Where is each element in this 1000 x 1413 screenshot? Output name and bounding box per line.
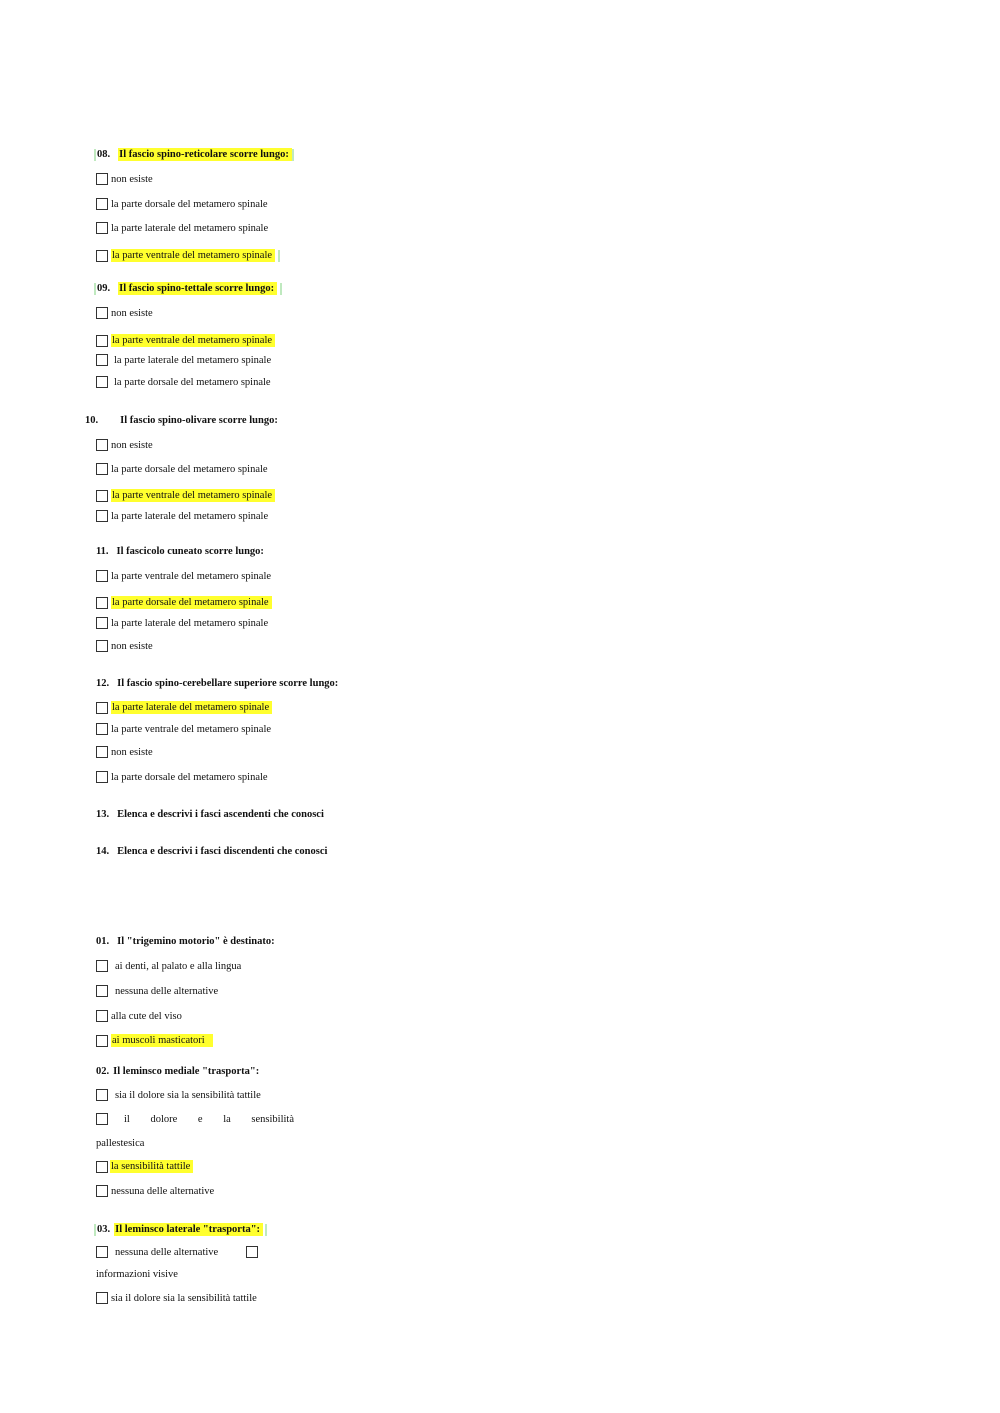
checkbox[interactable] <box>96 173 108 185</box>
option-row[interactable] <box>96 354 271 366</box>
checkbox[interactable] <box>96 510 108 522</box>
option-label-continuation: informazioni visive <box>96 1269 178 1280</box>
question-text: Elenca e descrivi i fasci ascendenti che conosci <box>117 809 324 820</box>
question-text: Il "trigemino motorio" è destinato: <box>117 936 275 947</box>
option-row[interactable] <box>96 222 268 234</box>
option-label: la parte laterale del metamero spinale <box>111 617 269 629</box>
option-row[interactable] <box>96 439 153 451</box>
option-row[interactable] <box>96 1113 294 1125</box>
checkbox[interactable] <box>96 597 108 609</box>
option-row[interactable] <box>96 771 268 783</box>
option-label: la parte laterale del metamero spinale <box>111 701 272 714</box>
option-row-correct[interactable] <box>96 701 272 714</box>
checkbox[interactable] <box>96 1010 108 1022</box>
option-label: la parte laterale del metamero spinale <box>111 510 269 522</box>
option-row[interactable] <box>96 173 153 185</box>
edit-marker <box>278 250 280 262</box>
question-text: Il leminsco laterale "trasporta": <box>114 1223 263 1236</box>
option-row[interactable] <box>96 723 271 735</box>
option-row-correct[interactable] <box>96 249 281 262</box>
checkbox[interactable] <box>96 960 108 972</box>
checkbox[interactable] <box>96 1161 108 1173</box>
option-label: non esiste <box>111 640 153 652</box>
question-12-title <box>96 678 338 689</box>
question-number: 08. <box>97 149 111 161</box>
question-number: 13. <box>96 809 110 820</box>
question-09-title <box>94 283 283 295</box>
checkbox[interactable] <box>96 1292 108 1304</box>
question-number: 10. <box>85 415 99 426</box>
option-label: la parte dorsale del metamero spinale <box>111 596 272 609</box>
checkbox[interactable] <box>246 1246 258 1258</box>
option-row-correct[interactable] <box>96 489 275 502</box>
option-label: non esiste <box>111 439 153 451</box>
option-row-correct[interactable] <box>96 334 275 347</box>
checkbox[interactable] <box>96 439 108 451</box>
option-row[interactable] <box>96 1089 261 1101</box>
edit-marker <box>94 1224 96 1236</box>
question-02-title <box>96 1066 259 1077</box>
checkbox[interactable] <box>96 570 108 582</box>
edit-marker <box>94 149 96 161</box>
checkbox[interactable] <box>96 376 108 388</box>
option-label: la parte dorsale del metamero spinale <box>111 463 268 475</box>
checkbox[interactable] <box>96 490 108 502</box>
option-label: la parte ventrale del metamero spinale <box>111 489 275 502</box>
option-label: alla cute del viso <box>111 1010 182 1022</box>
checkbox[interactable] <box>96 1089 108 1101</box>
checkbox[interactable] <box>96 1185 108 1197</box>
checkbox[interactable] <box>96 771 108 783</box>
option-row[interactable] <box>96 1185 214 1197</box>
question-number: 11. <box>96 546 109 557</box>
option-label: la parte ventrale del metamero spinale <box>111 249 275 262</box>
question-14-title <box>96 846 327 857</box>
edit-marker <box>265 1224 267 1236</box>
checkbox[interactable] <box>96 335 108 347</box>
option-label: il dolore e la sensibilità <box>124 1113 294 1125</box>
edit-marker <box>94 283 96 295</box>
question-text: Il fascio spino-olivare scorre lungo: <box>120 415 278 426</box>
option-label: la sensibilità tattile <box>110 1160 193 1173</box>
option-label: ai muscoli masticatori <box>111 1034 213 1047</box>
option-row[interactable] <box>96 1010 182 1022</box>
question-11-title <box>96 546 264 557</box>
option-row[interactable] <box>96 640 153 652</box>
option-label: nessuna delle alternative <box>111 1185 215 1197</box>
option-row-correct[interactable] <box>96 1034 213 1047</box>
question-10-title <box>85 415 278 426</box>
question-number: 12. <box>96 678 110 689</box>
question-01-title <box>96 936 275 947</box>
option-row[interactable] <box>96 510 268 522</box>
option-row-correct[interactable] <box>96 1160 193 1173</box>
question-number: 03. <box>97 1224 111 1236</box>
option-label: la parte dorsale del metamero spinale <box>114 376 271 388</box>
checkbox[interactable] <box>96 985 108 997</box>
option-label: sia il dolore sia la sensibilità tattile <box>115 1089 261 1101</box>
question-text: Il fascio spino-tettale scorre lungo: <box>118 282 277 295</box>
question-number: 14. <box>96 846 110 857</box>
checkbox[interactable] <box>96 307 108 319</box>
option-row[interactable] <box>96 960 241 972</box>
question-08-title <box>94 149 295 161</box>
option-label: ai denti, al palato e alla lingua <box>115 960 242 972</box>
option-row[interactable] <box>96 198 268 210</box>
checkbox[interactable] <box>96 640 108 652</box>
option-label: nessuna delle alternative <box>115 1246 219 1258</box>
option-row[interactable] <box>96 1292 257 1304</box>
checkbox[interactable] <box>96 702 108 714</box>
option-row[interactable] <box>96 746 153 758</box>
option-label: la parte ventrale del metamero spinale <box>111 570 272 582</box>
option-row[interactable] <box>96 463 268 475</box>
checkbox[interactable] <box>96 250 108 262</box>
question-text: Il leminsco mediale "trasporta": <box>113 1066 260 1077</box>
option-label: la parte dorsale del metamero spinale <box>111 198 268 210</box>
option-label: non esiste <box>111 307 153 319</box>
option-label: non esiste <box>111 746 153 758</box>
option-row[interactable] <box>96 307 153 319</box>
question-text: Elenca e descrivi i fasci discendenti che conosci <box>117 846 328 857</box>
option-row-correct[interactable] <box>96 596 272 609</box>
checkbox[interactable] <box>96 1246 108 1258</box>
option-row[interactable] <box>96 1246 261 1258</box>
option-label: la parte laterale del metamero spinale <box>111 222 269 234</box>
option-row[interactable] <box>96 376 271 388</box>
option-label: la parte dorsale del metamero spinale <box>111 771 268 783</box>
question-text: Il fascio spino-cerebellare superiore scorre lungo: <box>117 678 339 689</box>
checkbox[interactable] <box>96 354 108 366</box>
option-label: nessuna delle alternative <box>115 985 219 997</box>
option-label: la parte ventrale del metamero spinale <box>111 723 272 735</box>
option-row[interactable] <box>96 985 218 997</box>
checkbox[interactable] <box>96 723 108 735</box>
question-number: 01. <box>96 936 110 947</box>
question-text: Il fascicolo cuneato scorre lungo: <box>116 546 264 557</box>
option-row[interactable] <box>96 570 271 582</box>
checkbox[interactable] <box>96 746 108 758</box>
checkbox[interactable] <box>96 198 108 210</box>
edit-marker <box>280 283 282 295</box>
checkbox[interactable] <box>96 1035 108 1047</box>
checkbox[interactable] <box>96 222 108 234</box>
question-03-title <box>94 1224 268 1236</box>
option-label-continuation: pallestesica <box>96 1138 145 1149</box>
checkbox[interactable] <box>96 617 108 629</box>
checkbox[interactable] <box>96 1113 108 1125</box>
option-label: sia il dolore sia la sensibilità tattile <box>111 1292 257 1304</box>
edit-marker <box>292 149 294 161</box>
question-text: Il fascio spino-reticolare scorre lungo: <box>118 148 292 161</box>
question-number: 09. <box>97 283 111 295</box>
option-row[interactable] <box>96 617 268 629</box>
question-number: 02. <box>96 1066 110 1077</box>
option-label: la parte laterale del metamero spinale <box>114 354 272 366</box>
option-label: la parte ventrale del metamero spinale <box>111 334 275 347</box>
question-13-title <box>96 809 324 820</box>
checkbox[interactable] <box>96 463 108 475</box>
option-label: non esiste <box>111 173 153 185</box>
